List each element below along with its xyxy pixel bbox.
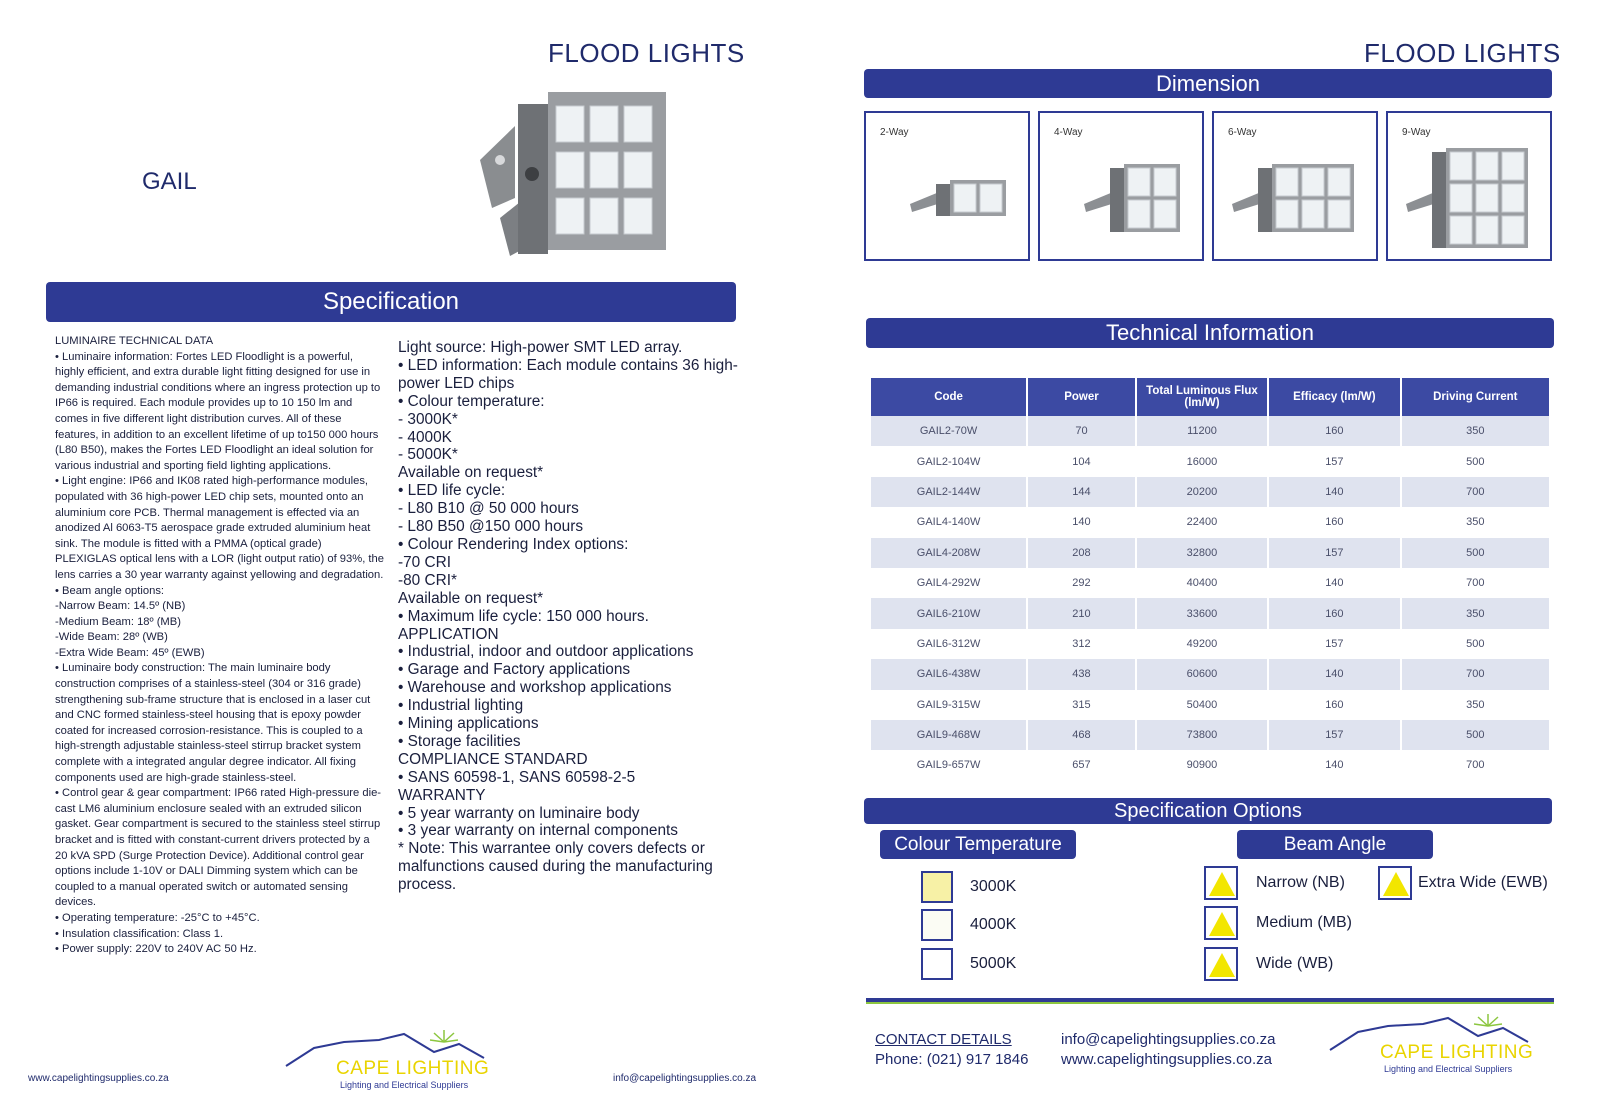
spec-line: • Maximum life cycle: 150 000 hours. <box>398 607 649 625</box>
spec-line: - 5000K* <box>398 446 458 464</box>
swatch-5000k <box>921 948 953 980</box>
table-cell: GAIL6-438W <box>871 659 1027 689</box>
table-row <box>871 568 1550 598</box>
table-cell: 16000 <box>1136 446 1268 476</box>
table-cell: 468 <box>1027 720 1136 750</box>
spec-line: • Industrial, indoor and outdoor applications <box>398 643 694 661</box>
product-image <box>470 88 680 260</box>
table-cell: 157 <box>1268 446 1400 476</box>
beam-extra-wide-icon <box>1378 866 1412 900</box>
spec-line: • Storage facilities <box>398 732 521 750</box>
table-cell: 60600 <box>1136 659 1268 689</box>
logo-name: CAPE LIGHTING <box>336 1058 490 1079</box>
table-cell: 312 <box>1027 629 1136 659</box>
table-cell: 700 <box>1401 477 1550 507</box>
floodlight-icon <box>880 143 1020 253</box>
table-header: Power <box>1027 378 1136 416</box>
table-cell: 22400 <box>1136 507 1268 537</box>
spec-line: • Power supply: 220V to 240V AC 50 Hz. <box>55 943 257 956</box>
table-cell: 20200 <box>1136 477 1268 507</box>
table-cell: 500 <box>1401 720 1550 750</box>
dimension-label: 9-Way <box>1402 127 1431 138</box>
spec-line: • SANS 60598-1, SANS 60598-2-5 <box>398 768 636 786</box>
beam-label-narrow: Narrow (NB) <box>1256 874 1345 891</box>
swatch-3000k <box>921 871 953 903</box>
table-cell: 140 <box>1268 477 1400 507</box>
spec-line: - 4000K <box>398 428 452 446</box>
table-row <box>871 538 1550 568</box>
table-cell: 500 <box>1401 446 1550 476</box>
spec-line: LUMINAIRE TECHNICAL DATA <box>55 335 214 347</box>
footer-divider-green <box>866 1002 1554 1004</box>
table-cell: 32800 <box>1136 538 1268 568</box>
table-cell: 33600 <box>1136 598 1268 628</box>
spec-line: -80 CRI* <box>398 571 458 589</box>
table-row <box>871 416 1550 446</box>
spec-right-column <box>398 339 748 894</box>
table-cell: 50400 <box>1136 690 1268 720</box>
floodlight-icon <box>1402 143 1542 253</box>
spec-line: • Light engine: IP66 and IK08 rated high-performance modules, populated with 36 high-power LED chip sets, mounted onto an aluminium core PCB. Thermal management is effected via an anodized Al 6063-T5 aerospace grade extruded aluminium heat sink. The module is fitted with a PMMA (optical grade) PLEXIGLAS optical lens with a LOR (light output ratio) of 93%, the lens carries a 30 year warranty against yellowing and degradation. <box>55 475 384 581</box>
table-cell: 11200 <box>1136 416 1268 446</box>
table-cell: GAIL4-292W <box>871 568 1027 598</box>
table-cell: 350 <box>1401 416 1550 446</box>
table-cell: 700 <box>1401 568 1550 598</box>
table-cell: 40400 <box>1136 568 1268 598</box>
table-cell: 70 <box>1027 416 1136 446</box>
footer-website[interactable]: www.capelightingsupplies.co.za <box>28 1073 169 1084</box>
table-cell: GAIL4-208W <box>871 538 1027 568</box>
product-name: GAIL <box>142 168 197 195</box>
technical-table <box>871 378 1551 781</box>
spec-line: • Colour temperature: <box>398 392 545 410</box>
beam-angle-title: Beam Angle <box>1237 830 1433 859</box>
spec-line: * Note: This warrantee only covers defects or malfunctions caused during the manufacturing process. <box>398 840 713 894</box>
dimension-gallery <box>864 111 1554 263</box>
spec-line: • Control gear & gear compartment: IP66 rated High-pressure die-cast LM6 aluminium enclosure sealed with an extruded silicon gasket. Gear compartment is secured to the stainless steel stirrup bracket and is fitted with constant-current drivers protected by a 20 kVA SPD (Surge Protection Device). Additional control gear options include 1-10V or DALI Dimming system which can be coupled to a manual operated switch or automated sensing devices. <box>55 787 382 909</box>
table-cell: GAIL9-468W <box>871 720 1027 750</box>
table-cell: 140 <box>1268 659 1400 689</box>
table-row <box>871 750 1550 780</box>
table-cell: 49200 <box>1136 629 1268 659</box>
spec-line: • Insulation classification: Class 1. <box>55 927 224 940</box>
table-header: Code <box>871 378 1027 416</box>
spec-line: -Extra Wide Beam: 45º (EWB) <box>55 646 205 659</box>
dimension-box-9-way <box>1386 111 1552 261</box>
table-header: Total Luminous Flux (lm/W) <box>1136 378 1268 416</box>
table-cell: GAIL9-657W <box>871 750 1027 780</box>
contact-email[interactable]: info@capelightingsupplies.co.za <box>1061 1031 1276 1048</box>
colour-label-3000k: 3000K <box>970 878 1017 895</box>
beam-narrow-icon <box>1204 866 1238 900</box>
spec-line: • Garage and Factory applications <box>398 661 631 679</box>
specification-options-bar: Specification Options <box>864 798 1552 824</box>
dimension-label: 6-Way <box>1228 127 1257 138</box>
table-cell: 73800 <box>1136 720 1268 750</box>
table-cell: 700 <box>1401 750 1550 780</box>
spec-line: • Operating temperature: -25°C to +45°C. <box>55 911 260 924</box>
swatch-4000k <box>921 909 953 941</box>
table-cell: 657 <box>1027 750 1136 780</box>
spec-line: WARRANTY <box>398 786 486 804</box>
spec-line: • Colour Rendering Index options: <box>398 535 629 553</box>
table-cell: 140 <box>1268 750 1400 780</box>
table-cell: 350 <box>1401 507 1550 537</box>
table-row <box>871 690 1550 720</box>
spec-line: Available on request* <box>398 589 544 607</box>
footer-email[interactable]: info@capelightingsupplies.co.za <box>613 1073 757 1084</box>
table-row <box>871 720 1550 750</box>
colour-label-4000k: 4000K <box>970 916 1017 933</box>
table-cell: GAIL6-312W <box>871 629 1027 659</box>
dimension-box-4-way <box>1038 111 1204 261</box>
floodlight-icon <box>1228 143 1368 253</box>
dimension-box-2-way <box>864 111 1030 261</box>
table-header: Driving Current <box>1401 378 1550 416</box>
beam-wide-icon <box>1204 947 1238 981</box>
table-cell: 160 <box>1268 507 1400 537</box>
table-row <box>871 598 1550 628</box>
table-cell: 90900 <box>1136 750 1268 780</box>
table-header: Efficacy (lm/W) <box>1268 378 1400 416</box>
left-page-heading: FLOOD LIGHTS <box>548 38 745 68</box>
dimension-label: 2-Way <box>880 127 909 138</box>
table-cell: GAIL4-140W <box>871 507 1027 537</box>
logo-tagline: Lighting and Electrical Suppliers <box>1384 1064 1513 1074</box>
spec-line: • LED information: Each module contains 36 high-power LED chips <box>398 356 738 392</box>
table-row <box>871 507 1550 537</box>
beam-medium-icon <box>1204 906 1238 940</box>
table-cell: 104 <box>1027 446 1136 476</box>
table-cell: 292 <box>1027 568 1136 598</box>
table-cell: 144 <box>1027 477 1136 507</box>
spec-line: -Narrow Beam: 14.5º (NB) <box>55 600 186 613</box>
spec-line: COMPLIANCE STANDARD <box>398 750 588 768</box>
spec-line: • Luminaire body construction: The main luminaire body construction comprises of a stainless-steel (304 or 316 grade) strengthening sub-frame structure that is enclosed in a laser cut and CNC formed stainless-steel housing that is epoxy powder coated for increased corrosion-resistance. This is coupled to a high-strength adjustable stainless-steel stirrup bracket system complete with a integrated angular degree indicator. All fixing components used are high-grade stainless-steel. <box>55 662 371 784</box>
table-cell: 160 <box>1268 690 1400 720</box>
spec-line: -Wide Beam: 28º (WB) <box>55 631 168 644</box>
specification-bar: Specification <box>46 282 736 322</box>
table-cell: 350 <box>1401 598 1550 628</box>
spec-line: • Mining applications <box>398 715 539 733</box>
spec-line: • 3 year warranty on internal components <box>398 822 678 840</box>
table-cell: 160 <box>1268 598 1400 628</box>
table-cell: 160 <box>1268 416 1400 446</box>
beam-label-extra-wide: Extra Wide (EWB) <box>1418 874 1548 891</box>
spec-line: • Warehouse and workshop applications <box>398 679 672 697</box>
contact-phone[interactable]: Phone: (021) 917 1846 <box>875 1051 1029 1068</box>
table-cell: GAIL2-70W <box>871 416 1027 446</box>
spec-line: - L80 B50 @150 000 hours <box>398 518 584 536</box>
logo-name: CAPE LIGHTING <box>1380 1042 1534 1063</box>
table-cell: 315 <box>1027 690 1136 720</box>
spec-line: -Medium Beam: 18º (MB) <box>55 615 181 628</box>
table-cell: 438 <box>1027 659 1136 689</box>
dimension-label: 4-Way <box>1054 127 1083 138</box>
spec-line: • Industrial lighting <box>398 697 524 715</box>
table-row <box>871 629 1550 659</box>
beam-label-medium: Medium (MB) <box>1256 914 1353 931</box>
contact-title: CONTACT DETAILS <box>875 1031 1012 1048</box>
spec-line: • Beam angle options: <box>55 584 165 597</box>
beam-label-wide: Wide (WB) <box>1256 955 1334 972</box>
spec-line: Available on request* <box>398 464 544 482</box>
spec-line: - L80 B10 @ 50 000 hours <box>398 500 579 518</box>
floodlight-icon <box>1054 143 1194 253</box>
table-cell: 500 <box>1401 538 1550 568</box>
right-page-heading: FLOOD LIGHTS <box>1364 38 1561 68</box>
spec-left-column <box>55 334 385 958</box>
spec-line: APPLICATION <box>398 625 499 643</box>
table-row <box>871 477 1550 507</box>
spec-line: Light source: High-power SMT LED array. <box>398 339 683 356</box>
table-cell: GAIL2-144W <box>871 477 1027 507</box>
table-cell: 500 <box>1401 629 1550 659</box>
table-cell: 140 <box>1268 568 1400 598</box>
spec-line: • LED life cycle: <box>398 482 506 500</box>
spec-line: • Luminaire information: Fortes LED Floodlight is a powerful, highly efficient, and extra durable light fitting designed for use in demanding industrial conditions where an ingress protection up to IP66 is required. Each module provides up to 10 150 lm and comes in five different light distribution curves. All of these features, in addition to an excellent lifetime of up to150 000 hours (L80 B50), makes the Fortes LED Floodlight an ideal solution for various industrial and sporting field lighting applications. <box>55 350 381 472</box>
table-cell: 157 <box>1268 629 1400 659</box>
right-logo <box>1328 1012 1538 1084</box>
table-cell: 210 <box>1027 598 1136 628</box>
table-cell: 140 <box>1027 507 1136 537</box>
table-cell: 157 <box>1268 538 1400 568</box>
table-cell: GAIL9-315W <box>871 690 1027 720</box>
table-cell: GAIL6-210W <box>871 598 1027 628</box>
dimension-bar: Dimension <box>864 69 1552 98</box>
dimension-box-6-way <box>1212 111 1378 261</box>
table-cell: 157 <box>1268 720 1400 750</box>
spec-line: • 5 year warranty on luminaire body <box>398 804 640 822</box>
contact-website[interactable]: www.capelightingsupplies.co.za <box>1061 1051 1272 1068</box>
spec-line: -70 CRI <box>398 553 452 571</box>
technical-information-bar: Technical Information <box>866 318 1554 348</box>
table-cell: GAIL2-104W <box>871 446 1027 476</box>
table-row <box>871 446 1550 476</box>
left-logo <box>284 1028 494 1098</box>
colour-temperature-title: Colour Temperature <box>880 830 1076 859</box>
table-cell: 700 <box>1401 659 1550 689</box>
colour-label-5000k: 5000K <box>970 955 1017 972</box>
table-cell: 350 <box>1401 690 1550 720</box>
table-cell: 208 <box>1027 538 1136 568</box>
table-row <box>871 659 1550 689</box>
logo-tagline: Lighting and Electrical Suppliers <box>340 1080 469 1090</box>
spec-line: - 3000K* <box>398 410 458 428</box>
